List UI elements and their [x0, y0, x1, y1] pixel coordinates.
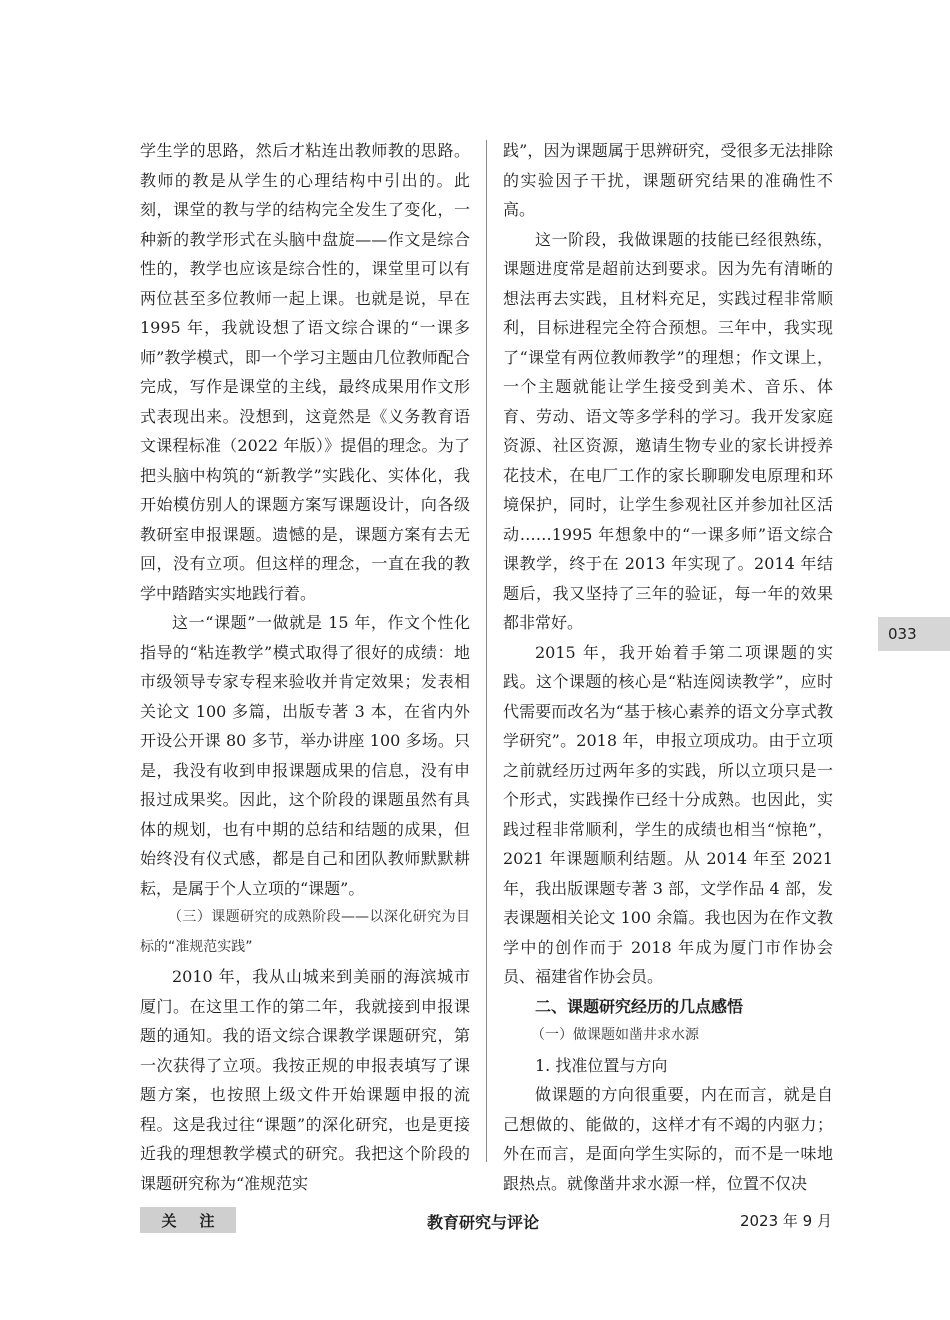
- paragraph: 这一阶段，我做课题的技能已经很熟练，课题进度常是超前达到要求。因为先有清晰的想法再去实践，且材料充足，实践过程非常顺利，目标进程完全符合预想。三年中，我实现了“课堂有两位教师教学”的理想；作文课上，一个主题就能让学生接受到美术、音乐、体育、劳动、语文等多学科的学习。我开发家庭资源、社区资源，邀请生物专业的家长讲授养花技术，在电厂工作的家长聊聊发电原理和环境保护，同时，让学生参观社区并参加社区活动……1995 年想象中的“一课多师”语文综合课教学，终于在 2013 年实现了。2014 年结题后，我又坚持了三年的验证，每一年的效果都非常好。: [503, 229, 833, 632]
- paragraph: 这一“课题”一做就是 15 年，作文个性化指导的“粘连教学”模式取得了很好的成绩：地市级领导专家专程来验收并肯定效果；发表相关论文 100 多篇，出版专著 3 本，在省内外开设公开课 80 多节，举办讲座 100 多场。只是，我没有收到申报课题成果的信息，没有申报过成果奖。因此，这个阶段的课题虽然有具体的规划，也有中期的总结和结题的成果，但始终没有仪式感，都是自己和团队教师默默耕耘，是属于个人立项的“课题”。: [140, 613, 470, 898]
- right-column: [503, 136, 833, 1198]
- subheading: （三）课题研究的成熟阶段——以深化研究为目标的“准规范实践”: [140, 909, 470, 955]
- paragraph: 学生学的思路，然后才粘连出教师教的思路。教师的教是从学生的心理结构中引出的。此刻，课堂的教与学的结构完全发生了变化，一种新的教学形式在头脑中盘旋——作文是综合性的，教学也应该是综合性的，课堂里可以有两位甚至多位教师一起上课。也就是说，早在 1995 年，我就设想了语文综合课的“一课多师”教学模式，即一个学习主题由几位教师配合完成，写作是课堂的主线，最终成果用作文形式表现出来。没想到，这竟然是《义务教育语文课程标准（2022 年版）》提倡的理念。为了把头脑中构筑的“新教学”实践化、实体化，我开始模仿别人的课题方案写课题设计，向各级教研室申报课题。遗憾的是，课题方案有去无回，没有立项。但这样的理念，一直在我的教学中踏踏实实地践行着。: [140, 141, 470, 603]
- paragraph: 2010 年，我从山城来到美丽的海滨城市厦门。在这里工作的第二年，我就接到申报课题的通知。我的语文综合课教学课题研究，第一次获得了立项。我按正规的申报表填写了课题方案，也按照上级文件开始课题申报的流程。这是我过往“课题”的深化研究，也是更接近我的理想教学模式的研究。我把这个阶段的课题研究称为“准规范实: [140, 967, 470, 1193]
- left-column: [140, 136, 470, 1198]
- page-number: 033: [888, 625, 917, 643]
- journal-title: 教育研究与评论: [426, 1213, 539, 1232]
- paragraph: 2015 年，我开始着手第二项课题的实践。这个课题的核心是“粘连阅读教学”，应时代需要而改名为“基于核心素养的语文分享式教学研究”。2018 年，申报立项成功。由于立项之前就经历过两年多的实践，所以立项只是一个形式，实践操作已经十分成熟。也因此，实践过程非常顺利，学生的成绩也相当“惊艳”，2021 年课题顺利结题。从 2014 年至 2021 年，我出版课题专著 3 部，文学作品 4 部，发表课题相关论文 100 余篇。我也因为在作文教学中的创作而于 2018 年成为厦门市作协会员、福建省作协会员。: [503, 642, 833, 986]
- column-divider: [486, 140, 487, 1162]
- paragraph: 践”，因为课题属于思辨研究，受很多无法排除的实验因子干扰，课题研究结果的准确性不高。: [503, 141, 833, 219]
- section-tag-char: 注: [199, 1211, 215, 1230]
- page-number-tab: [878, 617, 950, 651]
- issue-date: 2023 年 9 月: [739, 1212, 832, 1230]
- paragraph: 做课题的方向很重要，内在而言，就是自己想做的、能做的，这样才有不竭的内驱力；外在而言，是面向学生实际的，而不是一味地跟热点。就像凿井求水源一样，位置不仅决: [503, 1085, 833, 1193]
- section-tag-char: 关: [161, 1211, 177, 1230]
- section-tag: [140, 1207, 236, 1233]
- subheading: （一）做课题如凿井求水源: [531, 1027, 699, 1043]
- section-heading: 二、课题研究经历的几点感悟: [535, 996, 744, 1016]
- numbered-point: 1. 找准位置与方向: [535, 1055, 668, 1075]
